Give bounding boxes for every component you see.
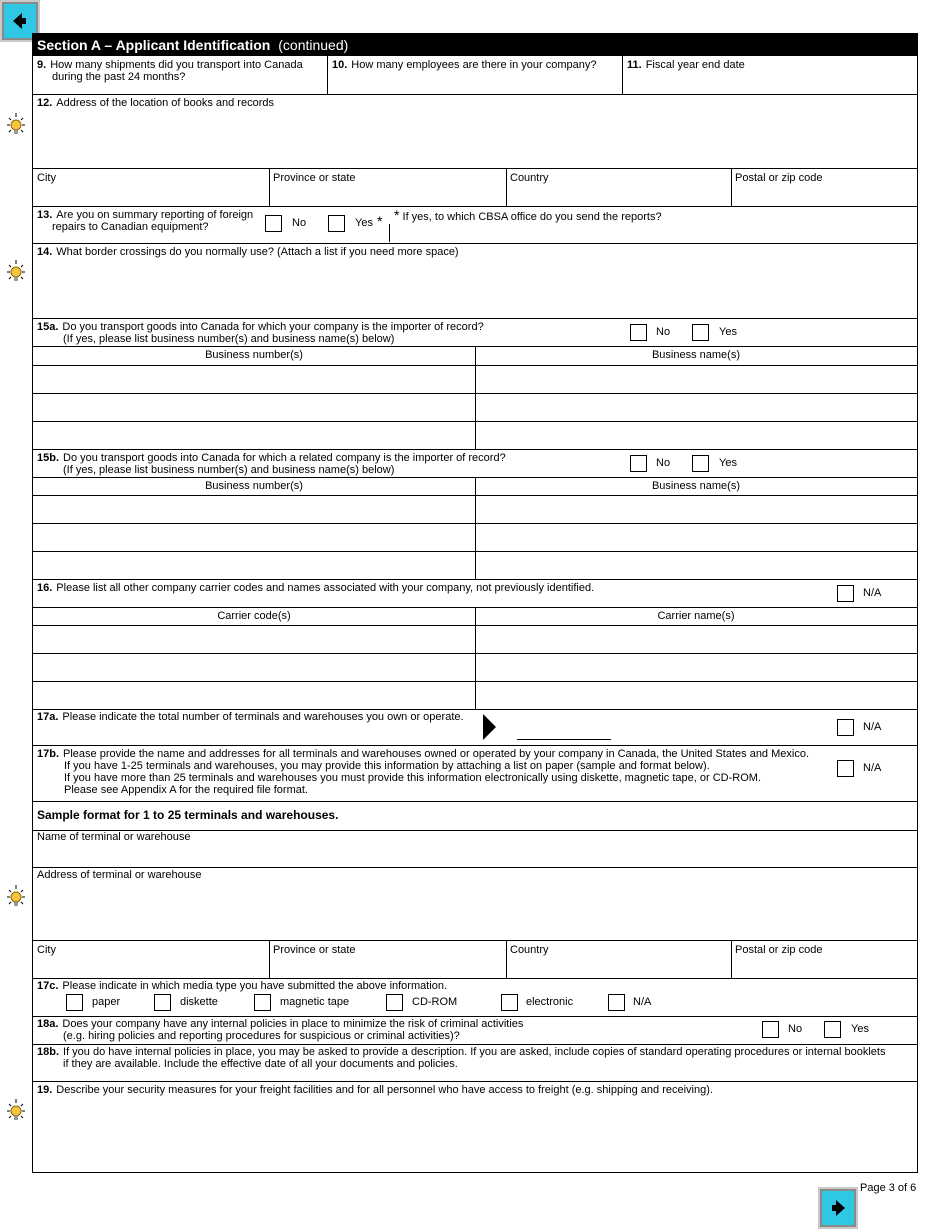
media-cdrom-label: CD-ROM	[412, 996, 458, 1008]
country-label: Country	[510, 172, 549, 184]
q18a-no-label: No	[788, 1023, 803, 1035]
media-paper-label: paper	[92, 996, 121, 1008]
country-label: Country	[510, 944, 549, 956]
q13-no-checkbox[interactable]	[265, 215, 282, 232]
business-number-header: Business number(s)	[205, 349, 303, 361]
q18a-label: 18a. Does your company have any internal policies in place to minimize the risk of criminal activities (e.g. hiring policies and reporting procedures for suspicious or criminal activities)?	[37, 1018, 524, 1042]
section-title: Section A – Applicant Identification	[37, 37, 271, 53]
arrow-right-icon	[830, 1199, 846, 1217]
help-bulb-icon[interactable]	[6, 112, 26, 140]
q11-label: 11. Fiscal year end date	[627, 59, 745, 71]
postal-label: Postal or zip code	[735, 172, 823, 184]
q15b-yes-label: Yes	[719, 457, 737, 469]
q13-asterisk: *	[377, 213, 383, 229]
city-label: City	[37, 944, 56, 956]
q17c-label: 17c. Please indicate in which media type you have submitted the above information.	[37, 980, 448, 992]
q17a-count-field[interactable]	[517, 739, 611, 740]
q13-no-label: No	[292, 217, 307, 229]
page-number: Page 3 of 6	[860, 1182, 917, 1194]
q15a-yes-label: Yes	[719, 326, 737, 338]
help-bulb-icon[interactable]	[6, 259, 26, 287]
q15b-label: 15b. Do you transport goods into Canada for which a related company is the importer of record? (If yes, please list business number(s) and business name(s) below)	[37, 452, 506, 476]
media-electronic-checkbox[interactable]	[501, 994, 518, 1011]
city-label: City	[37, 172, 56, 184]
q18a-no-checkbox[interactable]	[762, 1021, 779, 1038]
q17b-label: 17b. Please provide the name and addresses for all terminals and warehouses owned or operated by your company in Canada, the United States and Mexico. If you have 1-25 terminals and warehouses, you may provide this information by attaching a list on paper (sample and format below). If you have more than 25 terminals and warehouses you must provide this information electronically using diskette, magnetic tape, or CD-ROM. Please see Appendix A for the required file format.	[37, 748, 810, 796]
terminal-address-label: Address of terminal or warehouse	[37, 869, 202, 881]
q17a-na-label: N/A	[863, 721, 882, 733]
sample-format-title: Sample format for 1 to 25 terminals and warehouses.	[37, 808, 339, 822]
q17b-na-label: N/A	[863, 762, 882, 774]
arrow-left-icon	[12, 12, 28, 30]
q18b-label: 18b. If you do have internal policies in place, you may be asked to provide a description. If you are asked, include copies of standard operating procedures or internal booklets if they are available. Include the effective date of all your documents and policies.	[37, 1046, 886, 1070]
business-name-header: Business name(s)	[651, 349, 741, 361]
q15a-no-checkbox[interactable]	[630, 324, 647, 341]
q17b-na-checkbox[interactable]	[837, 760, 854, 777]
q9-label: 9. How many shipments did you transport into Canada during the past 24 months?	[37, 59, 303, 83]
province-label: Province or state	[273, 172, 356, 184]
media-magnetic-tape-label: magnetic tape	[280, 996, 350, 1008]
carrier-code-header: Carrier code(s)	[217, 610, 291, 622]
business-number-header: Business number(s)	[205, 480, 303, 492]
terminal-name-label: Name of terminal or warehouse	[37, 831, 191, 843]
q16-na-checkbox[interactable]	[837, 585, 854, 602]
help-bulb-icon[interactable]	[6, 884, 26, 912]
postal-label: Postal or zip code	[735, 944, 823, 956]
q12-label: 12. Address of the location of books and records	[37, 97, 274, 109]
q15a-label: 15a. Do you transport goods into Canada for which your company is the importer of record? (If yes, please list business number(s) and business name(s) below)	[37, 321, 484, 345]
q13-followup-label: * If yes, to which CBSA office do you send the reports?	[394, 207, 662, 223]
help-bulb-icon[interactable]	[6, 1098, 26, 1126]
q16-na-label: N/A	[863, 587, 882, 599]
q13-yes-label: Yes	[355, 217, 373, 229]
media-na-checkbox[interactable]	[608, 994, 625, 1011]
business-name-header: Business name(s)	[651, 480, 741, 492]
section-continued: (continued)	[278, 37, 349, 53]
media-magnetic-tape-checkbox[interactable]	[254, 994, 271, 1011]
q17a-na-checkbox[interactable]	[837, 719, 854, 736]
media-paper-checkbox[interactable]	[66, 994, 83, 1011]
q18a-yes-checkbox[interactable]	[824, 1021, 841, 1038]
applicant-form	[32, 33, 918, 1173]
q19-label: 19. Describe your security measures for your freight facilities and for all personnel who have access to freight (e.g. shipping and receiving).	[37, 1084, 713, 1096]
province-label: Province or state	[273, 944, 356, 956]
q16-label: 16. Please list all other company carrier codes and names associated with your company, not previously identified.	[37, 582, 595, 594]
media-na-label: N/A	[633, 996, 652, 1008]
q14-label: 14. What border crossings do you normally use? (Attach a list if you need more space)	[37, 246, 459, 258]
q15b-no-checkbox[interactable]	[630, 455, 647, 472]
q15b-yes-checkbox[interactable]	[692, 455, 709, 472]
q13-yes-checkbox[interactable]	[328, 215, 345, 232]
media-electronic-label: electronic	[526, 996, 574, 1008]
q15b-no-label: No	[656, 457, 671, 469]
pointer-arrow-icon	[483, 714, 497, 740]
media-cdrom-checkbox[interactable]	[386, 994, 403, 1011]
next-page-button[interactable]	[820, 1189, 856, 1227]
media-diskette-label: diskette	[180, 996, 218, 1008]
section-header	[33, 34, 917, 56]
q15a-no-label: No	[656, 326, 671, 338]
q13-label: 13. Are you on summary reporting of foreign repairs to Canadian equipment?	[37, 209, 254, 233]
q17a-label: 17a. Please indicate the total number of terminals and warehouses you own or operate.	[37, 711, 464, 723]
q18a-yes-label: Yes	[851, 1023, 869, 1035]
q15a-yes-checkbox[interactable]	[692, 324, 709, 341]
q10-label: 10. How many employees are there in your company?	[332, 59, 597, 71]
carrier-name-header: Carrier name(s)	[657, 610, 735, 622]
media-diskette-checkbox[interactable]	[154, 994, 171, 1011]
